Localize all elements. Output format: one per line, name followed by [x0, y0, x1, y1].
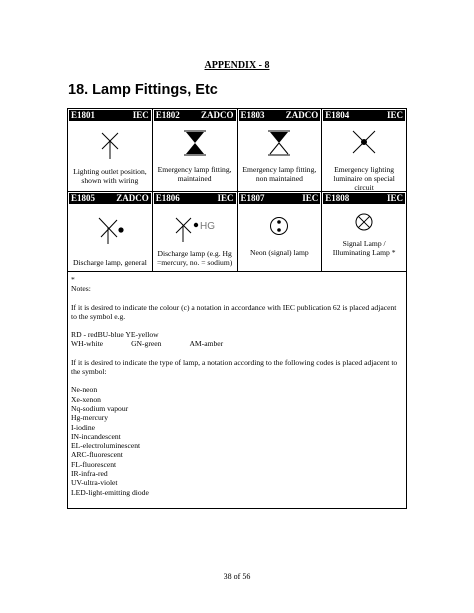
lighting-outlet-icon	[68, 123, 152, 163]
lamp-code-item: UV-ultra-violet	[71, 478, 118, 488]
notes-section	[71, 275, 403, 497]
emergency-lamp-maintained-icon	[153, 123, 237, 163]
cell-header	[323, 110, 405, 121]
notes-colour-paragraph: If it is desired to indicate the colour (c) a notation in accordance with IEC publication 62 is placed adjacent to the symbol e.g.	[71, 302, 397, 321]
colour-codes-line-1: RD - redBU-blue YE-yellow	[71, 330, 159, 340]
symbol-table	[67, 108, 407, 509]
symbol-code: E1807	[240, 193, 265, 203]
cell-header	[239, 110, 321, 121]
lamp-code-item: Hg-mercury	[71, 413, 109, 423]
symbol-caption: Discharge lamp, general	[72, 258, 147, 267]
cell-header	[154, 110, 236, 121]
symbol-cell-e1805	[68, 192, 153, 271]
symbol-caption: Neon (signal) lamp	[250, 248, 309, 257]
symbol-code: E1808	[325, 193, 350, 203]
cell-header	[239, 193, 321, 204]
symbol-cell-e1806	[153, 192, 238, 271]
lamp-code-item: LED-light-emitting diode	[71, 487, 149, 497]
symbol-row-2	[68, 192, 406, 272]
lamp-code-item: IR-infra-red	[71, 469, 108, 479]
notes-heading: Notes:	[71, 284, 91, 294]
signal-lamp-icon	[322, 202, 406, 242]
lamp-code-item: ARC-fluorescent	[71, 450, 123, 460]
cell-header	[69, 110, 151, 121]
notes-lamp-type-paragraph: If it is desired to indicate the type of lamp, a notation according to the following codes is placed adjacent to the symbol:	[71, 357, 398, 377]
lamp-code-item: Xe-xenon	[71, 394, 101, 404]
symbol-source: IEC	[302, 193, 319, 203]
symbol-code: E1805	[71, 193, 96, 203]
symbol-caption: Emergency lighting luminaire on special circuit	[333, 165, 395, 192]
symbol-row-1	[68, 109, 406, 192]
symbol-caption: Emergency lamp fitting, non maintained	[242, 165, 317, 183]
symbol-code: E1801	[71, 110, 96, 120]
lamp-code-item: I-iodine	[71, 422, 96, 432]
symbol-source: ZADCO	[200, 110, 234, 120]
lamp-code-item: Ne-neon	[71, 385, 98, 395]
symbol-code: E1802	[155, 110, 180, 120]
symbol-caption: Signal Lamp / Illuminating Lamp *	[332, 239, 396, 257]
lamp-code-item: Nq-sodium vapour	[71, 403, 129, 413]
neon-signal-lamp-icon	[238, 206, 322, 246]
cell-header	[69, 193, 151, 204]
colour-codes-line-2	[71, 339, 403, 348]
symbol-code: E1806	[155, 193, 180, 203]
symbol-caption: Emergency lamp fitting, maintained	[157, 165, 232, 183]
symbol-cell-e1802	[153, 109, 238, 191]
symbol-source: ZADCO	[285, 110, 319, 120]
hg-label: HG	[199, 221, 215, 232]
lamp-code-item: EL-electroluminescent	[71, 441, 141, 451]
section-title: 18. Lamp Fittings, Etc	[68, 82, 218, 98]
discharge-lamp-icon	[68, 210, 152, 250]
lamp-code-item: IN-incandescent	[71, 431, 121, 441]
symbol-source: IEC	[386, 110, 403, 120]
symbol-cell-e1808	[322, 192, 406, 271]
colour-code-gn: GN-green	[131, 339, 162, 349]
symbol-source: IEC	[386, 193, 403, 203]
symbol-caption: Lighting outlet position, shown with wiring	[73, 167, 147, 185]
colour-code-wh: WH-white	[71, 339, 104, 349]
symbol-caption: Discharge lamp (e.g. Hg =mercury, no. = sodium)	[156, 249, 233, 267]
lamp-code-item: FL-fluorescent	[71, 459, 117, 469]
symbol-cell-e1801	[68, 109, 153, 191]
notes-asterisk: *	[71, 275, 75, 284]
symbol-source: ZADCO	[116, 193, 149, 203]
symbol-cell-e1804	[322, 109, 406, 191]
discharge-lamp-hg-icon	[153, 210, 237, 250]
symbol-code: E1803	[240, 110, 265, 120]
symbol-cell-e1807	[238, 192, 323, 271]
colour-code-am: AM-amber	[189, 339, 224, 349]
symbol-code: E1804	[325, 110, 350, 120]
lamp-code-list	[71, 385, 403, 497]
emergency-lighting-special-icon	[322, 123, 406, 163]
symbol-source: IEC	[217, 193, 234, 203]
symbol-cell-e1803	[238, 109, 323, 191]
cell-header	[154, 193, 236, 204]
appendix-heading: APPENDIX - 8	[204, 60, 270, 71]
page-number: 38 of 56	[223, 572, 251, 581]
symbol-source: IEC	[132, 110, 149, 120]
emergency-lamp-non-maintained-icon	[238, 123, 322, 163]
